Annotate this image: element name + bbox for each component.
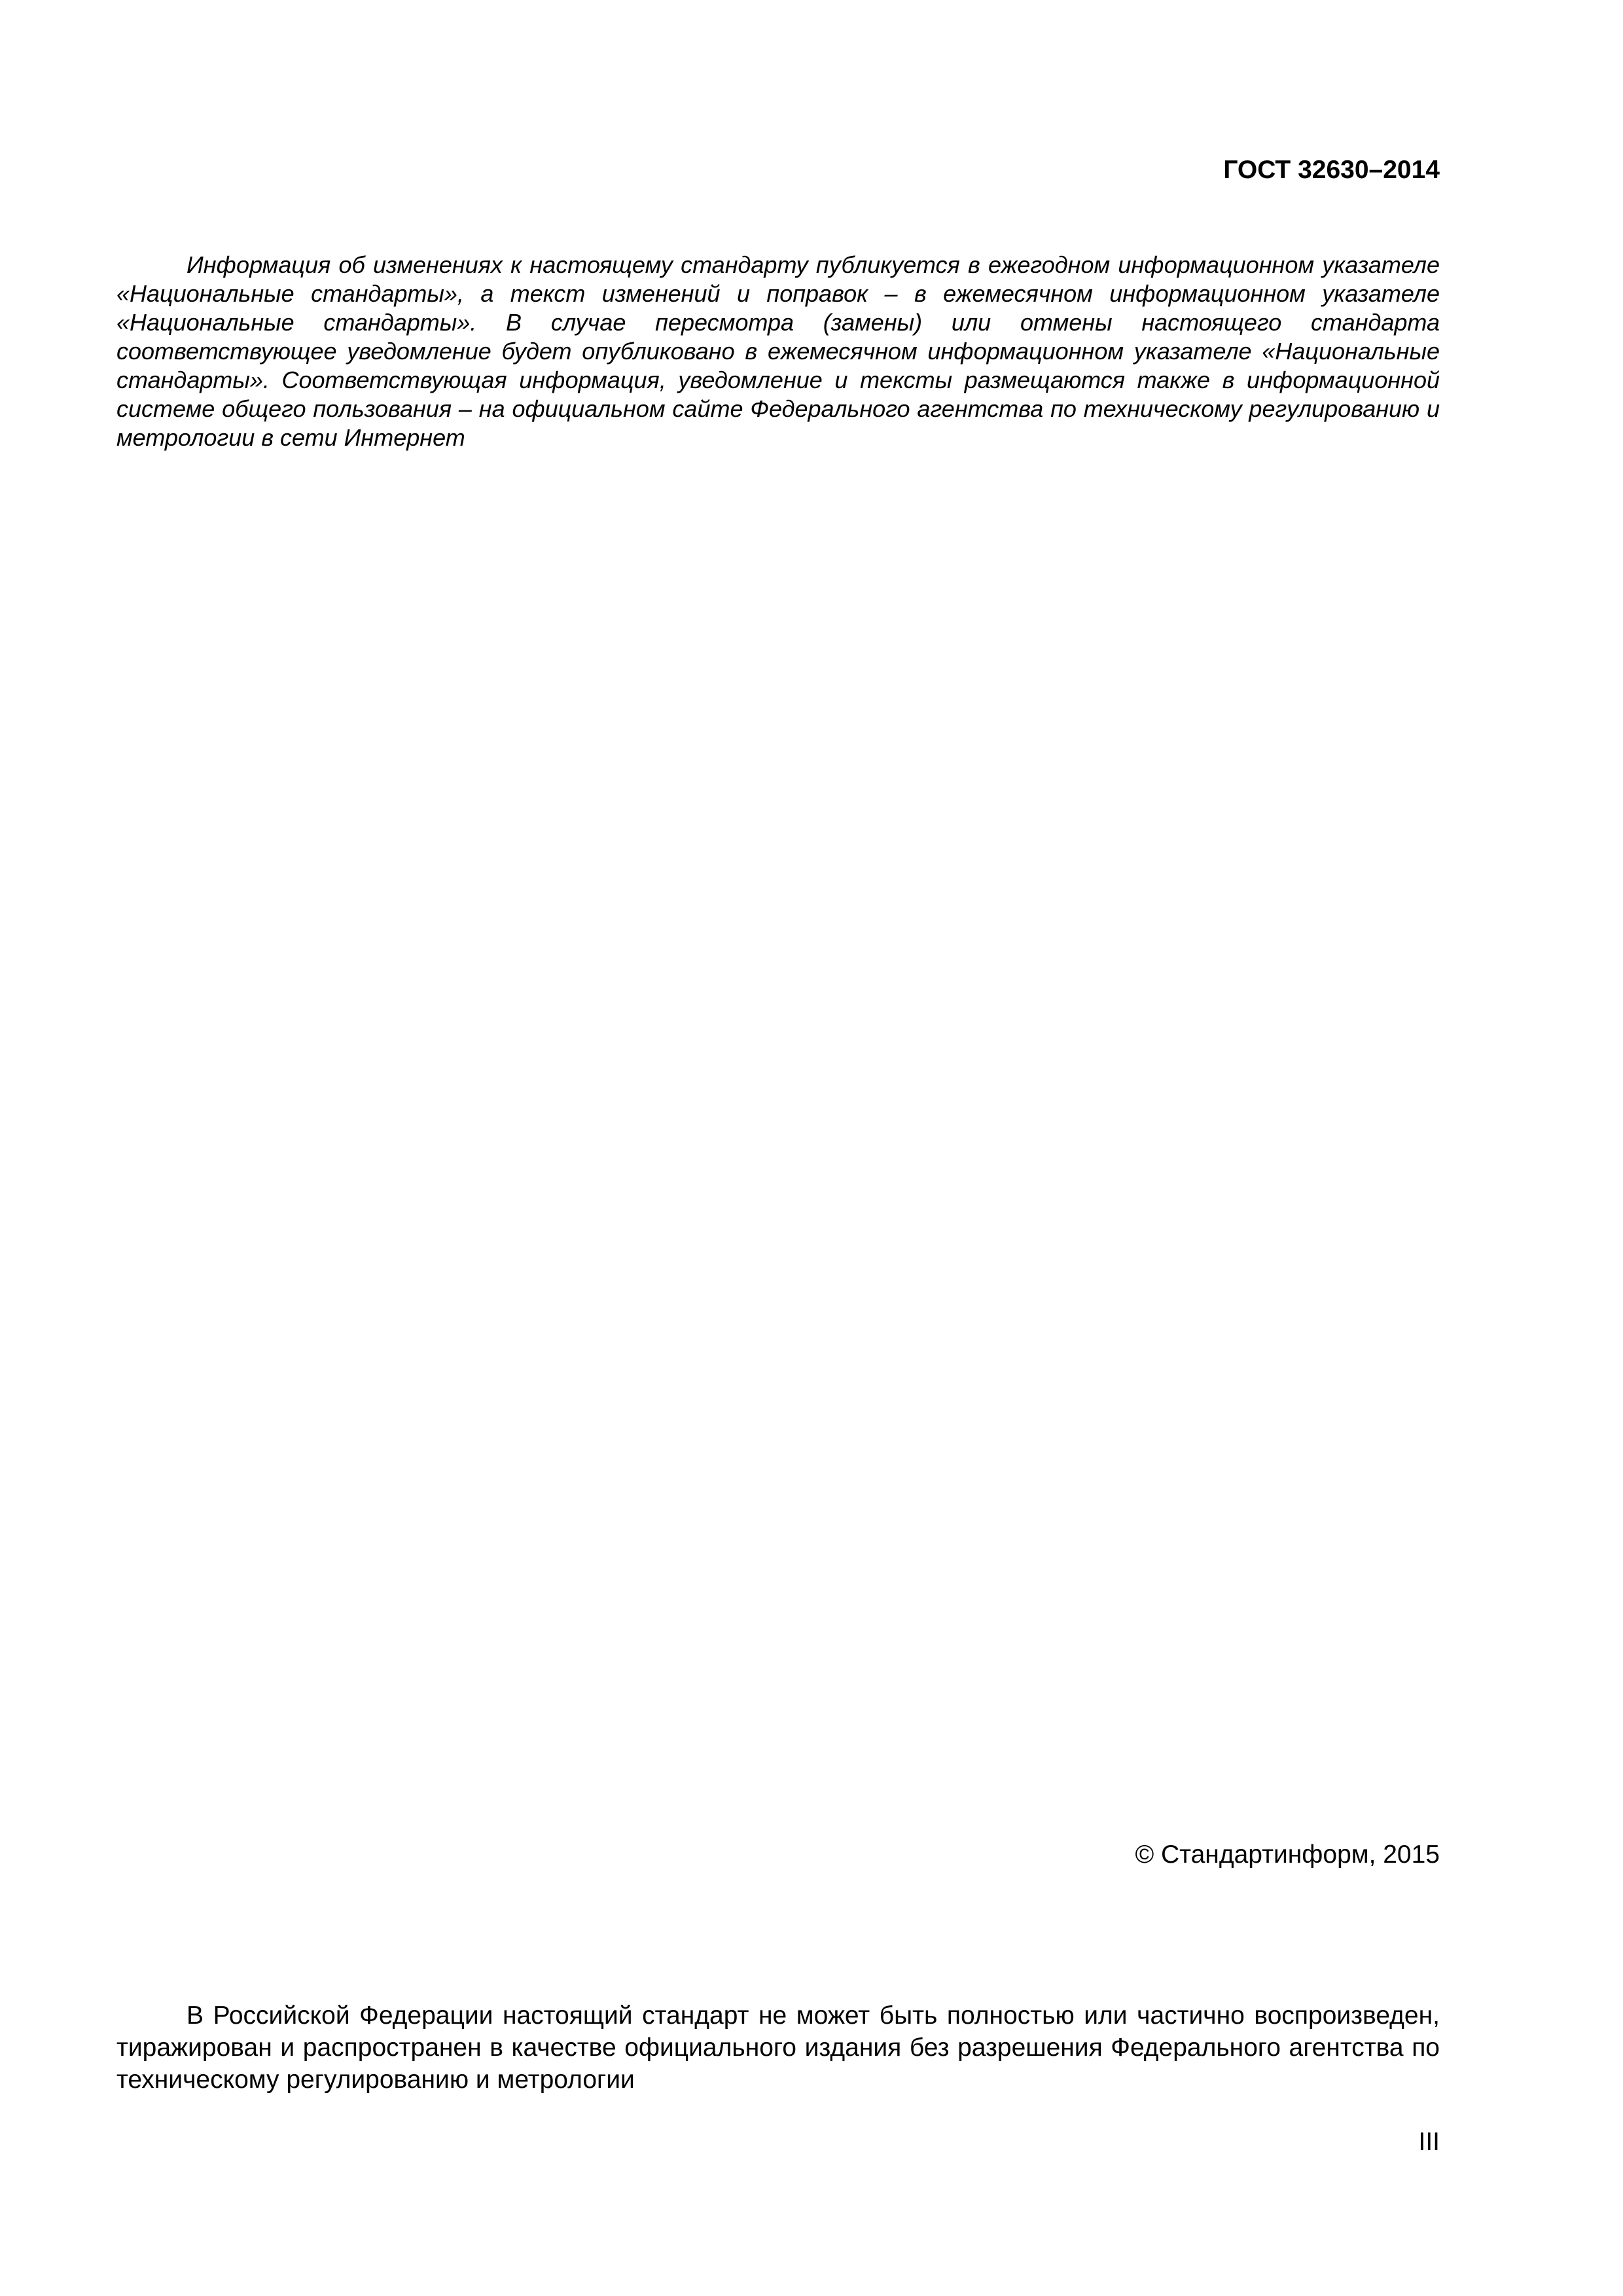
amendments-notice: Информация об изменениях к настоящему стандарту публикуется в ежегодном информационном указателе «Национальные стандарты», а текст изменений и поправок – в ежемесячном информационном указателе «Национальные стандарты». В случае пересмотра (замены) или отмены настоящего стандарта соответствующее уведомление будет опубликовано в ежемесячном информационном указателе «Национальные стандарты». Соответствующая информация, уведомление и тексты размещаются также в информационной системе общего пользования – на официальном сайте Федерального агентства по техническому регулированию и метрологии в сети Интернет (116, 251, 1440, 451)
copyright-line: © Стандартинформ, 2015 (1135, 1840, 1440, 1869)
reproduction-notice: В Российской Федерации настоящий стандарт не может быть полностью или частично воспроизведен, тиражирован и распространен в качестве официального издания без разрешения Федерального агентства по техническому регулированию и метрологии (116, 2001, 1440, 2094)
standard-designation: ГОСТ 32630–2014 (1223, 156, 1440, 184)
page-number: III (1418, 2128, 1440, 2156)
